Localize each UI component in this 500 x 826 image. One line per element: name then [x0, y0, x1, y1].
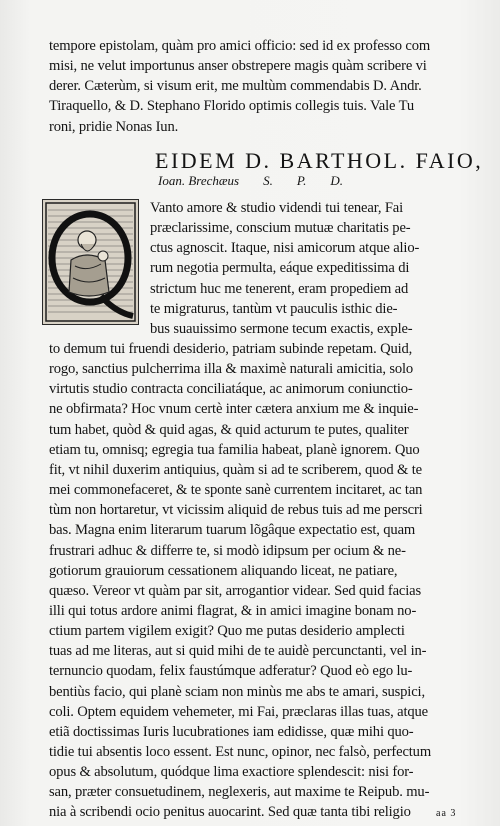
text-line: roni, pridie Nonas Iun. [49, 118, 179, 135]
text-line: etiã doctissimas Iuris lucubrationes iam edidisse, quæ mihi quo- [49, 723, 414, 740]
text-line: quæso. Vereor vt quàm par sit, arrogantior videar. Sed quid facias [49, 582, 422, 599]
salutation-d: D. [330, 173, 344, 188]
text-line: nia à scribendi ocio penitus auocarint. Sed quæ tanta tibi religio [49, 804, 411, 821]
text-line: præclarissime, conscium mutuæ charitatis pe- [150, 220, 411, 237]
decorated-initial-q-image [42, 199, 139, 325]
text-line: ne obfirmata? Hoc vnum certè inter cætera anxium me & inquie- [49, 401, 419, 418]
text-line: tum habet, quòd & quid agas, & quid acturum te putes, qualiter [49, 421, 409, 438]
text-line: rum negotia permulta, eáque expeditissima di [150, 260, 410, 277]
letter-salutation [158, 173, 343, 189]
text-line: ctium partem vigilem exigit? Quo me putas desiderio amplecti [49, 623, 405, 640]
text-line: strictum huc me tenerent, eram propediem ad [150, 280, 409, 297]
text-line: ctus agnoscit. Itaque, nisi amicorum atque alio- [150, 240, 420, 257]
text-line: bas. Magna enim literarum tuarum lõgâque expectatio est, quam [49, 522, 416, 539]
text-line: tùm non hortaretur, vt vicissim aliquid de rebus tuis ad me perscri [49, 502, 423, 519]
text-line: opus & absolutum, quódque lima exactiore splendescit: nisi for- [49, 764, 414, 781]
text-line: virtutis studio contracta conciliatáque, ac animorum coniunctio- [49, 381, 413, 398]
letter-heading: EIDEM D. BARTHOL. FAIO, [155, 148, 484, 173]
text-line: etiam tu, omnisq; egregia tua familia habeat, planè ignorem. Quo [49, 441, 420, 458]
text-line: tempore epistolam, quàm pro amici officio: sed id ex professo com [49, 38, 431, 54]
decorated-initial-q-icon [43, 200, 138, 324]
text-line: frustrari adhuc & differre te, si modò idipsum per ocium & ne- [49, 542, 406, 559]
text-line: Tiraquello, & D. Stephano Florido optimis collegis tuis. Vale Tu [49, 98, 414, 115]
text-line: ternuncio quodam, felix faustúmque adferatur? Quod eò ego lu- [49, 663, 413, 680]
text-line: tuas ad me literas, aut si quid mihi de te auidè percunctanti, vel in- [49, 643, 427, 660]
text-line: Vanto amore & studio videndi tui tenear, Fai [150, 200, 404, 216]
text-line: misi, ne velut importunus anser obstrepere magis quàm scribere vi [49, 58, 427, 75]
text-line: rogo, sanctius pulcherrima illa & maximè naturali amicitia, solo [49, 361, 414, 378]
salutation-p: P. [296, 173, 307, 188]
text-line: san, præter consuetudinem, neglexeris, aut maxime te Reipub. mu- [49, 784, 430, 801]
text-line: fit, vt nihil duxerim antiquius, quàm si ad te scriberem, quod & te [49, 461, 422, 478]
text-line: illi qui totus ardore animi flagrat, & in amici imagine bonam no- [49, 602, 417, 619]
text-line: coli. Optem equidem vehemeter, mi Fai, præclaras illas tuas, atque [49, 703, 428, 720]
text-line: bentiùs facio, qui planè sciam non minùs me abs te amari, suspici, [49, 683, 425, 700]
text-line: bus suauissimo sermone tecum exactis, exple- [150, 320, 413, 337]
text-line: te migraturus, tantùm vt pauculis isthic die- [150, 300, 398, 317]
signature-mark: aa 3 [436, 808, 457, 819]
salutation-from: Ioan. Brechæus [158, 173, 240, 188]
text-line: tidie tui absentis loco essent. Est nunc, opinor, nec falsò, perfectum [49, 744, 432, 760]
text-line: mei commonefaceret, & te sponte sanè currentem incitaret, ac tan [49, 482, 423, 499]
text-line: gotiorum grauiorum cessationem aliquando liceat, ne patiare, [49, 562, 398, 579]
text-line: to demum tui fruendi desiderio, patriam subinde repetam. Quid, [49, 341, 413, 357]
salutation-s: S. [263, 173, 273, 188]
text-line: derer. Cæterùm, si visum erit, me multùm commendabis D. Andr. [49, 78, 422, 95]
